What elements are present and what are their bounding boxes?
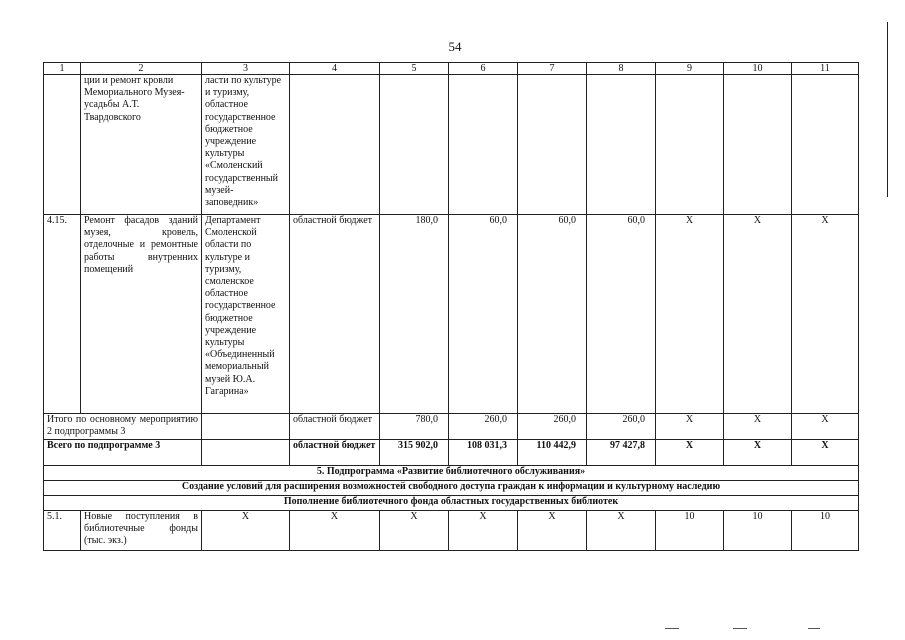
value-cell: Х [202, 511, 290, 551]
value-cell: Х [656, 215, 724, 414]
value-cell: 110 442,9 [518, 440, 587, 466]
margin-dash [733, 628, 747, 629]
value-cell: Х [656, 414, 724, 440]
section-row [44, 481, 859, 496]
col-header: 7 [518, 63, 587, 75]
col-header: 4 [290, 63, 380, 75]
col-header: 3 [202, 63, 290, 75]
section-title: 5. Подпрограмма «Развитие библиотечного обслуживания» [44, 466, 859, 481]
value-cell: Х [656, 440, 724, 466]
col-header: 6 [449, 63, 518, 75]
value-cell: 60,0 [518, 215, 587, 414]
value-cell: 10 [792, 511, 859, 551]
indicator-name: Новые поступления в библиотечные фонды (тыс. экз.) [81, 511, 202, 551]
value-cell: Х [724, 215, 792, 414]
value-cell: 108 031,3 [449, 440, 518, 466]
value-cell: 260,0 [518, 414, 587, 440]
margin-rule [887, 22, 888, 197]
executor: ласти по культуре и туризму, областное государственное бюджетное учреждение культуры «Смоленский государственный музей-заповедник» [202, 75, 290, 215]
value-cell: Х [587, 511, 656, 551]
value-cell: Х [518, 511, 587, 551]
page-number: 54 [448, 39, 462, 54]
table-row [44, 511, 859, 551]
table-row [44, 75, 859, 215]
value-cell: Х [792, 414, 859, 440]
value-cell: 10 [656, 511, 724, 551]
col-header: 2 [81, 63, 202, 75]
total-label: Итого по основному мероприятию 2 подпрограммы 3 [44, 414, 202, 440]
margin-dash [808, 628, 820, 629]
section-row [44, 496, 859, 511]
table-row [44, 414, 859, 440]
col-header: 10 [724, 63, 792, 75]
col-header: 1 [44, 63, 81, 75]
value-cell: Х [449, 511, 518, 551]
executor: Департамент Смоленской области по культуре и туризму, смоленское областное государственное бюджетное учреждение культуры «Объединенный мемориальный музей Ю.А. Гагарина» [202, 215, 290, 414]
value-cell: 260,0 [587, 414, 656, 440]
task-title: Пополнение библиотечного фонда областных государственных библиотек [44, 496, 859, 511]
section-row [44, 466, 859, 481]
table-row [44, 440, 859, 466]
value-cell: 315 902,0 [380, 440, 449, 466]
col-header: 5 [380, 63, 449, 75]
col-header: 11 [792, 63, 859, 75]
value-cell: 260,0 [449, 414, 518, 440]
value-cell: Х [792, 215, 859, 414]
margin-dash [665, 628, 679, 629]
col-header: 8 [587, 63, 656, 75]
budget-table [43, 62, 859, 551]
table-row [44, 215, 859, 414]
row-number: 4.15. [44, 215, 81, 414]
funding-source: областной бюджет [290, 440, 380, 466]
value-cell: 780,0 [380, 414, 449, 440]
value-cell: 10 [724, 511, 792, 551]
total-label: Всего по подпрограмме 3 [44, 440, 202, 466]
value-cell: Х [724, 414, 792, 440]
goal-title: Создание условий для расширения возможностей свободного доступа граждан к информации и культурному наследию [44, 481, 859, 496]
event-name: Ремонт фасадов зданий музея, кровель, отделочные и ремонтные работы внутренних помещений [81, 215, 202, 414]
value-cell: Х [792, 440, 859, 466]
value-cell: 180,0 [380, 215, 449, 414]
value-cell: 60,0 [449, 215, 518, 414]
event-name: ции и ремонт кровли Мемориального Музея-усадьбы А.Т. Твардовского [81, 75, 202, 215]
column-number-row [44, 63, 859, 75]
row-number: 5.1. [44, 511, 81, 551]
value-cell: Х [290, 511, 380, 551]
value-cell: Х [724, 440, 792, 466]
value-cell: 60,0 [587, 215, 656, 414]
col-header: 9 [656, 63, 724, 75]
funding-source: областной бюджет [290, 215, 380, 414]
value-cell: 97 427,8 [587, 440, 656, 466]
value-cell: Х [380, 511, 449, 551]
funding-source: областной бюджет [290, 414, 380, 440]
